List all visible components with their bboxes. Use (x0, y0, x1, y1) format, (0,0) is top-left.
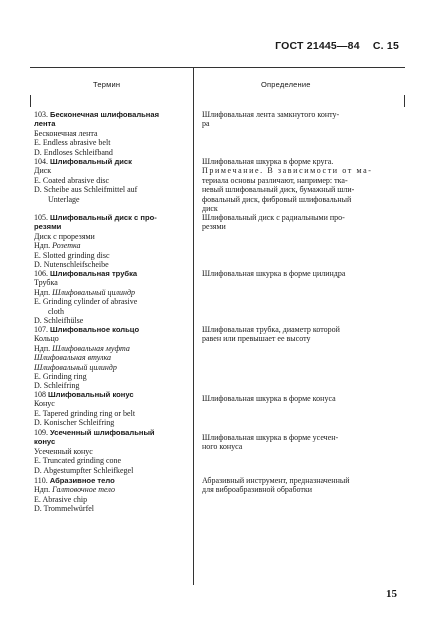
definition-108: Шлифовальная шкурка в форме конуса (202, 394, 336, 403)
definition-106: Шлифовальная шкурка в форме цилиндра (202, 269, 346, 278)
term-106: 106. Шлифовальная трубка Трубка Ндп. Шлифовальный цилиндр E. Grinding cylinder of abrasive cloth D. Schleifhülse (34, 269, 138, 326)
page-header (265, 40, 399, 52)
term-104: 104. Шлифовальный диск Диск E. Coated abrasive disc D. Scheibe aus Schleifmittel auf Unterlage (34, 157, 138, 204)
definition-103: Шлифовальная лента замкнутого конту- ра (202, 110, 340, 129)
definition-column-header: Определение (261, 80, 311, 89)
term-110: 110. Абразивное тело Ндп. Галтовочное тело E. Abrasive chip D. Trommelwürfel (34, 476, 115, 514)
definition-109: Шлифовальная шкурка в форме усечен- ного конуса (202, 433, 339, 452)
terms-column-header: Термин (93, 80, 121, 89)
definition-110: Абразивный инструмент, предназначенный для виброабразивной обработки (202, 476, 350, 495)
term-103: 103. Бесконечная шлифовальная лента Бесконечная лента E. Endless abrasive belt D. Endloses Schleifband (34, 110, 160, 157)
term-108: 108 Шлифовальный конус Конус E. Tapered grinding ring or belt D. Konischer Schleifring (34, 390, 136, 428)
term-109: 109. Усеченный шлифовальный конус Усеченный конус E. Truncated grinding cone D. Abgestumpfter Schleifkegel (34, 428, 155, 475)
page-number: 15 (386, 588, 397, 600)
header-ticks (30, 95, 405, 107)
definition-105: Шлифовальный диск с радиальными про- резями (202, 213, 345, 232)
definition-107: Шлифовальная трубка, диаметр которой равен или превышает ее высоту (202, 325, 340, 344)
definition-104: Шлифовальная шкурка в форме круга. Примечание. В зависимости от ма- териала основы различают, например: тка- невый шлифовальный диск, бумажный шли- фовальный диск, фибровый шлифовальный диск (202, 157, 373, 214)
standard-number: ГОСТ 21445—84 (275, 40, 360, 52)
table-top-rule (30, 67, 405, 68)
term-107: 107. Шлифовальное кольцо Кольцо Ндп. Шлифовальная муфта Шлифовальная втулка Шлифовальный цилиндр E. Grinding ring D. Schleifring (34, 325, 140, 391)
page-label: С. 15 (372, 40, 399, 52)
term-105: 105. Шлифовальный диск с про- резями Диск с прорезями Ндп. Розетка E. Slotted grinding disc D. Nutenschleifscheibe (34, 213, 157, 270)
